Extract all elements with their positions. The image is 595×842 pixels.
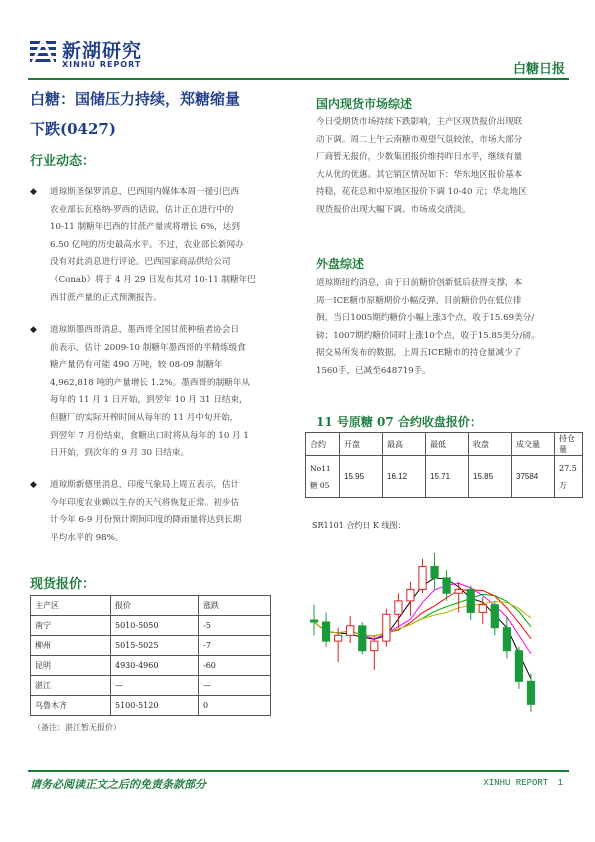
bullet-line: 西甘蔗产量的正式预测报告。 bbox=[50, 292, 162, 303]
table-header-cell: 合约 bbox=[306, 433, 340, 456]
paragraph-line: 大从优的优惠。其它销区情况如下：华东地区报价基本 bbox=[316, 169, 523, 180]
foreign-paragraph bbox=[316, 275, 571, 380]
candle-body bbox=[419, 566, 426, 589]
table-cell: 柳州 bbox=[31, 636, 111, 656]
logo bbox=[28, 36, 168, 76]
table-cell: 乌鲁木齐 bbox=[31, 696, 111, 716]
table-cell: — bbox=[199, 676, 271, 696]
table-header-cell: 收盘 bbox=[469, 433, 512, 456]
domestic-paragraph bbox=[316, 114, 571, 219]
bullet-line: 没有对此消息进行评论。巴西国家商品供给公司 bbox=[50, 257, 231, 268]
bullet-icon: ◆ bbox=[30, 325, 37, 335]
bullet-icon: ◆ bbox=[30, 480, 37, 490]
table-header-cell: 成交量 bbox=[512, 433, 555, 456]
candle-body bbox=[527, 681, 534, 704]
table-cell: 27.5 万 bbox=[555, 456, 583, 498]
paragraph-line: 道琼斯纽约消息，由于日前糖价创新低后获得支撑，本 bbox=[316, 278, 523, 288]
table-cell: 4930-4960 bbox=[111, 656, 199, 676]
bullet-line: 农业部长瓦格纳-罗西的话说，估计正在进行中的 bbox=[50, 204, 234, 215]
table-row bbox=[31, 676, 271, 696]
table-header-cell: 涨跌 bbox=[199, 596, 271, 616]
table-header-row bbox=[31, 596, 271, 616]
table-cell: 5010-5050 bbox=[111, 616, 199, 636]
table-row bbox=[31, 696, 271, 716]
table-cell: 15.71 bbox=[426, 456, 469, 498]
candlestick bbox=[383, 609, 390, 647]
candle-body bbox=[479, 605, 486, 613]
header-rule bbox=[28, 78, 569, 80]
footer-disclaimer: 请务必阅读正文之后的免责条款部分 bbox=[30, 778, 206, 791]
report-title-line2: 下跌(0427) bbox=[30, 120, 116, 138]
table-header-row bbox=[306, 433, 583, 456]
footer-rule bbox=[28, 770, 569, 772]
bullet-line: 每年的 11 月 1 日开始，到翌年 10 月 31 日结束， bbox=[50, 395, 248, 406]
table-cell: 15.85 bbox=[469, 456, 512, 498]
bullet-line: 道琼斯圣保罗消息，巴西国内媒体本周一援引巴西 bbox=[50, 187, 240, 197]
paragraph-line: 今日受期货市场持续下跌影响，主产区现货报价出现联 bbox=[316, 117, 523, 127]
domestic-heading: 国内现货市场综述 bbox=[316, 97, 413, 111]
table-cell: 16.12 bbox=[383, 456, 426, 498]
candle-body bbox=[455, 589, 462, 593]
table-row bbox=[31, 636, 271, 656]
paragraph-line: 动下调。周二上午云南糖市观望气氛较浓，市场大部分 bbox=[316, 134, 523, 145]
candle-body bbox=[322, 622, 329, 641]
candle-body bbox=[371, 641, 378, 651]
table-cell: 5100-5120 bbox=[111, 696, 199, 716]
candle-body bbox=[467, 589, 474, 612]
table-header-cell: 持仓量 bbox=[555, 433, 583, 456]
bullet-line: 4,962,818 吨的产量增长 1.2%。墨西哥的制糖年从 bbox=[50, 377, 250, 388]
logo-cn-text: 新湖研究 bbox=[62, 40, 143, 62]
bullet-item bbox=[30, 325, 280, 480]
table-cell: -60 bbox=[199, 656, 271, 676]
candle-body bbox=[359, 626, 366, 651]
foreign-heading: 外盘综述 bbox=[316, 257, 365, 271]
bullet-line: 前表示，估计 2009-10 制糖年墨西哥的半精炼级食 bbox=[50, 342, 246, 353]
table-row bbox=[31, 616, 271, 636]
industry-bullet-list bbox=[30, 187, 280, 560]
bullet-line: （Conab）将于 4 月 29 日发布其对 10-11 制糖年巴 bbox=[50, 274, 256, 285]
page-number: 1 bbox=[557, 778, 563, 788]
futures-table bbox=[305, 432, 583, 498]
bullet-line: 道琼斯新德里消息，印度气象局上周五表示，估计 bbox=[50, 480, 240, 490]
bullet-line: 今年印度农业赖以生存的天气将恢复正常。初步估 bbox=[50, 497, 240, 508]
bullet-line: 但糖厂的实际开榨时间从每年的 11 月中旬开始， bbox=[50, 412, 239, 423]
paragraph-line: 周一ICE糖市原糖期价小幅反弹。目前糖价仍在低位徘 bbox=[316, 295, 522, 306]
bullet-item bbox=[30, 480, 280, 560]
paragraph-line: 徊，当日1005期约糖价小幅上涨3个点，收于15.69美分/ bbox=[316, 313, 535, 323]
candle-body bbox=[443, 578, 450, 593]
table-header-cell: 最高 bbox=[383, 433, 426, 456]
paragraph-line: 1560手，已减至648719手。 bbox=[316, 365, 431, 376]
bullet-line: 6.50 亿吨的历史最高水平。不过，农业部长新闻办 bbox=[50, 239, 244, 250]
candle-body bbox=[395, 601, 402, 614]
bullet-item bbox=[30, 187, 280, 319]
candle-body bbox=[383, 614, 390, 641]
candle-body bbox=[347, 626, 354, 636]
footer-brand bbox=[483, 778, 563, 788]
table-cell: — bbox=[111, 676, 199, 696]
table-cell: 5015-5025 bbox=[111, 636, 199, 656]
table-cell: No11 糖 05 bbox=[306, 456, 340, 498]
spot-price-table bbox=[30, 595, 271, 716]
table-header-cell: 主产区 bbox=[31, 596, 111, 616]
table-header-cell: 最低 bbox=[426, 433, 469, 456]
table-row bbox=[31, 656, 271, 676]
report-title-line1: 白糖：国储压力持续，郑糖缩量 bbox=[30, 90, 241, 108]
table-cell: 15.95 bbox=[340, 456, 383, 498]
bullet-line: 平均水平的 98%。 bbox=[50, 532, 124, 543]
bullet-line: 糖产量仍有可能 490 万吨，较 08-09 制糖年 bbox=[50, 360, 223, 371]
paragraph-line: 持稳，花花总和中原地区报价下调 10-40 元；华北地区 bbox=[316, 187, 527, 197]
table-cell: 湛江 bbox=[31, 676, 111, 696]
candle-body bbox=[431, 566, 438, 577]
futures-heading: 11 号原糖 07 合约收盘报价： bbox=[316, 415, 482, 429]
paragraph-line: 现货报价出现大幅下调。市场成交清淡。 bbox=[316, 204, 471, 215]
paragraph-line: 厂商暂无报价，少数集团报价维持昨日水平，继续有量 bbox=[316, 152, 523, 162]
table-header-cell: 开盘 bbox=[340, 433, 383, 456]
table-cell: 0 bbox=[199, 696, 271, 716]
candle-body bbox=[515, 651, 522, 682]
candlestick bbox=[359, 622, 366, 655]
industry-heading: 行业动态： bbox=[30, 154, 96, 169]
bullet-line: 到翌年 7 月份结束，食糖出口时将从每年的 10 月 1 bbox=[50, 430, 249, 441]
bullet-icon: ◆ bbox=[30, 187, 37, 197]
report-type: 白糖日报 bbox=[512, 62, 565, 77]
spot-note: （备注：湛江暂无报价） bbox=[33, 723, 121, 732]
candle-body bbox=[335, 635, 342, 641]
candle-body bbox=[503, 628, 510, 651]
kline-chart bbox=[300, 545, 545, 720]
table-cell: -7 bbox=[199, 636, 271, 656]
candle-body bbox=[310, 620, 317, 622]
table-cell: 南宁 bbox=[31, 616, 111, 636]
bullet-line: 计今年 6-9 月份预计期间印度的降雨量将达到长期 bbox=[50, 515, 242, 526]
logo-en-text: XINHU REPORT bbox=[62, 60, 142, 69]
bullet-line: 10-11 制糖年巴西的甘蔗产量或将增长 6%，达到 bbox=[50, 222, 240, 233]
paragraph-line: 据交易所发布的数据，上周五ICE糖市的持仓量减少了 bbox=[316, 348, 522, 358]
candle-body bbox=[407, 589, 414, 600]
bullet-line: 日开始，到次年的 9 月 30 日结束。 bbox=[50, 448, 190, 459]
table-cell: 37584 bbox=[512, 456, 555, 498]
table-row bbox=[306, 456, 583, 498]
table-cell: 昆明 bbox=[31, 656, 111, 676]
table-header-cell: 报价 bbox=[111, 596, 199, 616]
candle-body bbox=[491, 605, 498, 628]
chart-caption: SR1101 合约日 K 线图： bbox=[312, 521, 406, 530]
logo-mark-icon bbox=[28, 38, 58, 68]
bullet-line: 道琼斯墨西哥消息，墨西哥全国甘蔗种植者协会日 bbox=[50, 325, 240, 335]
spot-heading: 现货报价： bbox=[30, 577, 96, 592]
footer-brand-text: XINHU REPORT bbox=[483, 778, 549, 788]
table-cell: -5 bbox=[199, 616, 271, 636]
paragraph-line: 磅；1007期约糖价同时上涨10个点，收于15.85美分/磅。 bbox=[316, 330, 540, 341]
